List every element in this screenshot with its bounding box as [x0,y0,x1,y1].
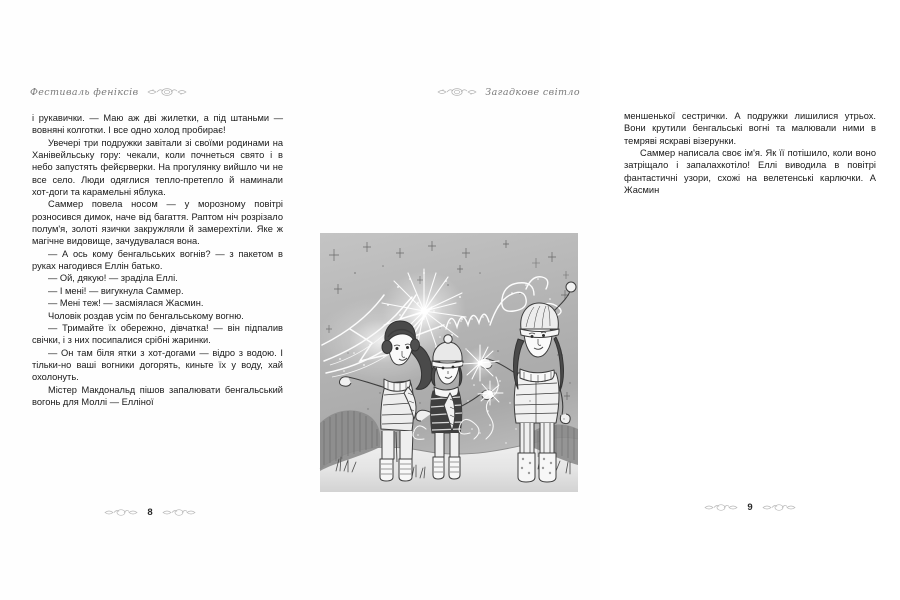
paragraph: меншенької сестрички. А подружки лишилися утрьох. Вони крутили бенгальські вогні та малювали ними в темряві яскраві візерунки. [624,111,876,146]
paragraph: Містер Макдональд пішов запалювати бенгальський вогонь для Моллі — Елліної [32,384,283,407]
paragraph: Саммер написала своє ім'я. Як її потішило, коли воно затріщало і запалахкотіло! Еллі виводила в повітрі фантастичні узори, схожі на велетенські карлючки. А Жасмин [624,148,876,196]
paragraph: — Тримайте їх обережно, дівчатка! — він підпалив свічки, і з них посипалися срібні жаринки. [32,322,283,346]
right-running-head-text: Загадкове світло [485,86,580,98]
right-page-text-column [624,110,876,196]
left-running-head-text: Фестиваль феніксів [30,86,139,98]
floral-ornament-icon [146,87,188,97]
paragraph: — Он там біля ятки з хот-догами — відро з водою. І тільки-но ваші вогники догорять, киньте їх у воду, хай охолонуть. [32,347,283,383]
paragraph: — Мені теж! — засміялася Жасмин. [48,298,204,309]
left-page-number: 8 [147,506,153,518]
left-page-folio [0,505,300,519]
right-running-head [436,84,580,100]
left-page-text-column [32,112,283,408]
left-page [0,0,300,600]
paragraph: — А ось кому бенгальських вогнів? — з пакетом в руках нагодився Еллін батько. [32,248,283,272]
floral-ornament-icon [762,503,796,512]
floral-ornament-icon [162,508,196,517]
paragraph: і рукавички. — Маю аж дві жилетки, а під штаньми — вовняні колготки. І все одно холод пробирає! [32,113,283,136]
paragraph: — І мені! — вигукнула Саммер. [48,285,184,296]
right-page-number: 9 [747,501,753,513]
right-page-folio [600,500,900,514]
floral-ornament-icon [704,503,738,512]
paragraph: Саммер повела носом — у морозному повітрі розносився димок, наче від багаття. Раптом ніч розрізало полум'я, золоті язички закружляли й замерехтіли. Яке ж магічне видовище, зачудувалася вона. [32,199,283,247]
paragraph: Увечері три подружки завітали зі своїми родинами на Ханівейльську гору: чекали, коли почнеться свято і в небо запустять фейєрверки. На прогулянку вийшло чи не все село. Люди одяглися тепло-претепло й наминали хот-доги та карамельні яблука. [32,137,283,198]
floral-ornament-icon [436,87,478,97]
paragraph: Чоловік роздав усім по бенгальському вогню. [48,310,244,321]
floral-ornament-icon [104,508,138,517]
three-girls-with-sparklers-illustration [320,233,578,492]
left-running-head [30,84,188,100]
paragraph: — Ой, дякую! — зраділа Еллі. [48,273,178,284]
